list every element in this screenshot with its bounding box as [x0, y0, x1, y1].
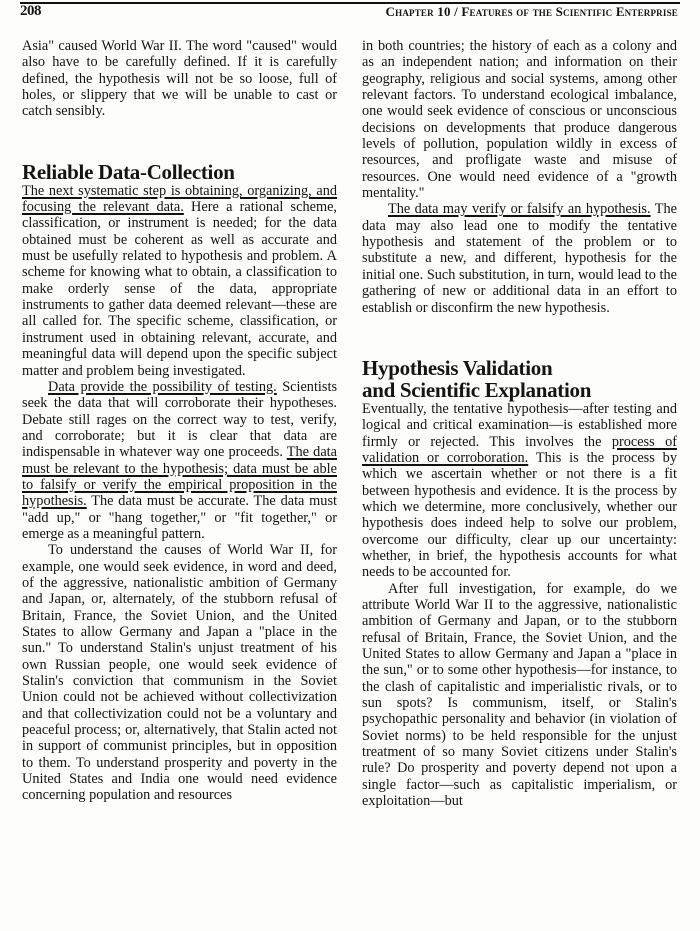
section-heading: Reliable Data-Collection — [22, 159, 235, 184]
left-column — [22, 38, 337, 804]
paragraph — [362, 401, 677, 581]
underlined-text: The next systematic step is obtaining, organizing, and focusing the relevant data. — [22, 182, 337, 216]
text: The data may also lead one to modify the tentative hypothesis and statement of the problem or to substitute a new, and different, hypothesis for the initial one. Such substitution, in turn, would lead to the gathering of new or additional data in an effort to establish or disconfirm the new hypothesis. — [362, 201, 677, 316]
paragraph — [362, 201, 677, 315]
heading-line: Hypothesis Validation — [362, 355, 553, 380]
text: Here a rational scheme, classification, or instrument is needed; for the data obtained must be coherent as well as accurate and must be usefully related to hypothesis and problem. A scheme for knowing what to obtain, a classification to make orderly sense of the data, appropriate instruments to gather data deemed relevant—these are all called for. The specific scheme, classification, or instrument used in obtaining relevant, accurate, and meaningful data will depend upon the specific subject matter and problem being investigated. — [22, 199, 337, 379]
paragraph: Asia" caused World War II. The word "caused" would also have to be carefully defined. If it is carefully defined, the hypothesis will not be so loose, full of holes, or slippery that we will be unable to cast or catch sensibly. — [22, 38, 337, 120]
paragraph: in both countries; the history of each as a colony and as an independent nation; and information on their geography, religious and social systems, among other relevant factors. To understand ecological imbalance, one would seek evidence of conscious or unconscious decisions on developments that produce dangerous levels of pollution, population wildly in excess of resources, and profligate waste and misuse of resources. One would need evidence of a "growth mentality." — [362, 38, 677, 202]
paragraph — [22, 183, 337, 379]
underlined-text: process of validation or corroboration. — [362, 433, 677, 466]
running-head: Chapter 10 / Features of the Scientific Enterprise — [385, 4, 678, 19]
paragraph: To understand the causes of World War II, for example, one would seek evidence, in word and deed, of the aggressive, nationalistic ambition of Germany and Japan, or, alternately, of the stubborn refusal of Britain, France, the Soviet Union, and the United States to allow Germany and Japan a "place in the sun." To understand Stalin's unjust treatment of his own Russian people, one would seek evidence of Stalin's conviction that communism in the Soviet Union could not be achieved without collectivization and that collectivization could not be a voluntary and peaceful process; or, alternatively, that Stalin acted not in support of communist principles, but in opposition to them. To understand prosperity and poverty in the United States and India one would need evidence concerning population and resources — [22, 542, 337, 804]
text: Eventually, the tentative hypothesis—after testing and logical and critical examination—is established more firmly or rejected. This involves the — [362, 400, 677, 450]
text: This is the process by which we ascertain whether or not there is a fit between hypothesis and evidence. It is the process by which we determine, more conclusively, whether our hypothesis does indeed help to solve our problem, overcome our difficulty, clear up our uncertainty: whether, in brief, the hypothesis accounts for what needs to be accounted for. — [362, 449, 677, 581]
section-heading — [362, 357, 677, 401]
right-column — [362, 38, 677, 809]
page-number: 208 — [20, 3, 41, 19]
text: Scientists seek the data that will corroborate their hypotheses. Debate still rages on the correct way to test, verify, and corroborate; but it is clear that data are indispensable in whatever way one proceeds. — [22, 378, 338, 461]
text: The data must be accurate. The data must "add up," or "hang together," or "fit together," or emerge as a meaningful pattern. — [22, 493, 337, 542]
underlined-text: The data may verify or falsify an hypothesis. — [388, 201, 651, 218]
underlined-text: The data must be relevant to the hypothesis; data must be able to falsify or verify the empirical proposition in the hypothesis. — [22, 444, 337, 510]
heading-line: and Scientific Explanation — [362, 377, 592, 402]
underlined-text: Data provide the possibility of testing. — [48, 378, 277, 395]
paragraph: After full investigation, for example, do we attribute World War II to the aggressive, nationalistic ambition of Germany and Japan, or to the stubborn refusal of Britain, France, the Soviet Union, and the United States to allow Germany and Japan a "place in the sun," or to some other hypothesis—for instance, to the clash of capitalistic and imperialistic rivals, or to sun spots? Is communism, itself, or Stalin's psychopathic personality and behavior (in violation of Soviet norms) to be held responsible for the unjust treatment of so many Soviet citizens under Stalin's rule? Do prosperity and poverty depend not upon a single factor—such as capitalistic imperialism, or exploitation—but — [362, 580, 677, 810]
paragraph — [22, 379, 337, 542]
